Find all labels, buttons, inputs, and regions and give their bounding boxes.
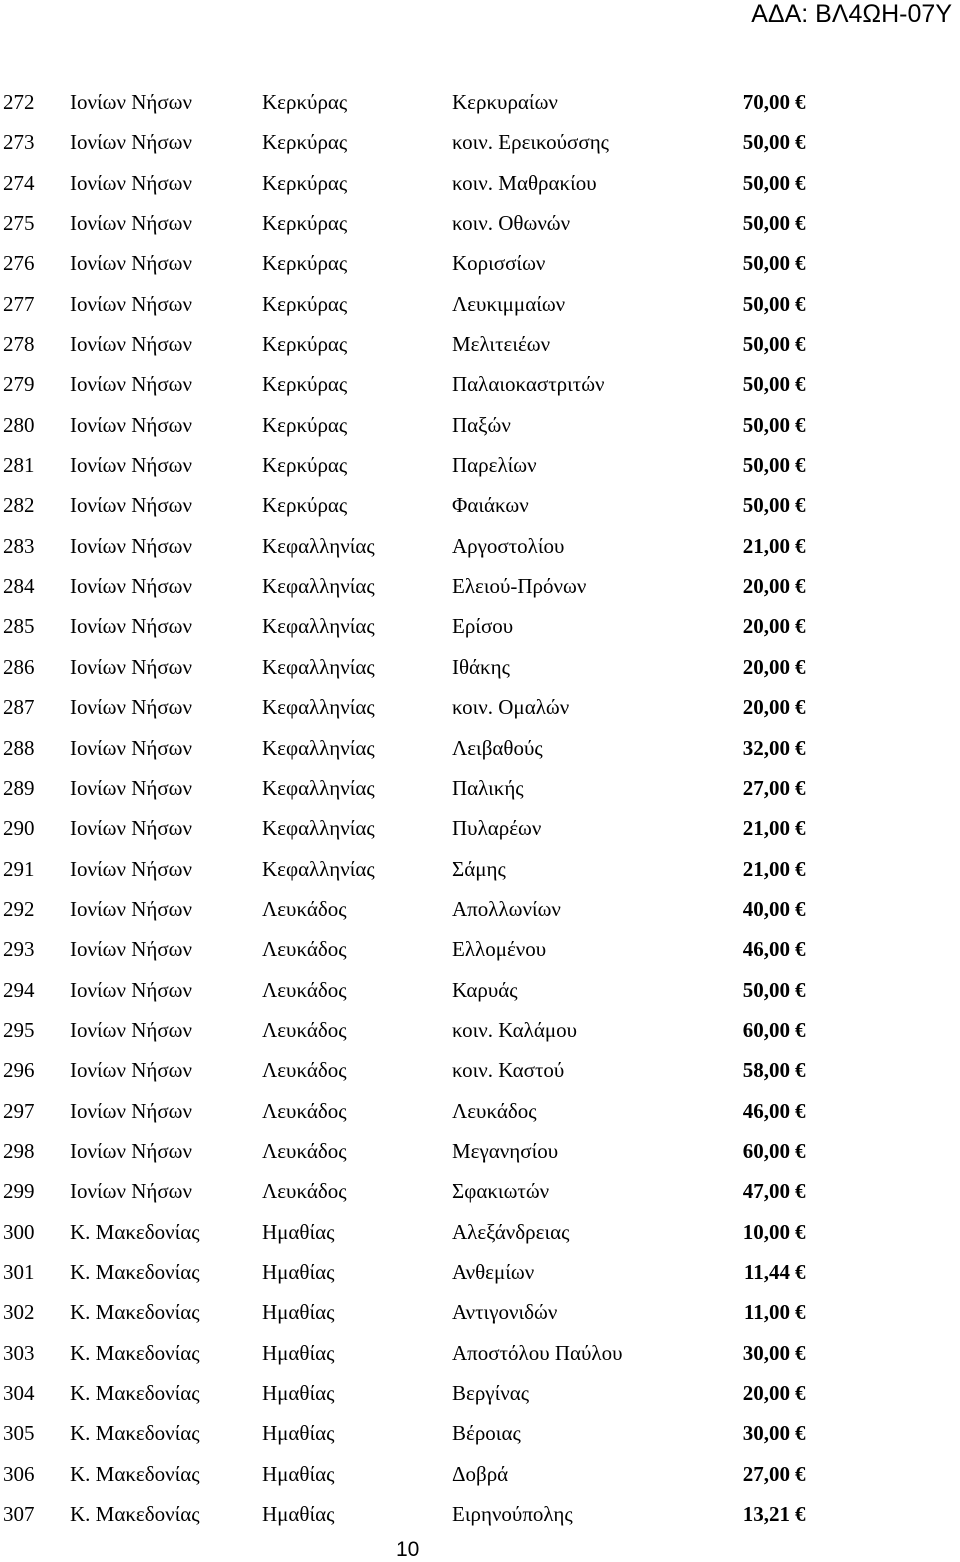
- table-row: [0, 122, 960, 162]
- euro-sign: €: [795, 372, 806, 397]
- row-number: 297: [3, 1098, 35, 1123]
- municipality-cell: κοιν. Καλάμου: [452, 1017, 577, 1042]
- euro-sign: €: [795, 291, 806, 316]
- amount-cell: 50,00: [742, 291, 790, 316]
- table-row: [0, 1131, 960, 1171]
- page-number: 10: [396, 1538, 420, 1561]
- table-row: [0, 889, 960, 929]
- municipality-cell: Αποστόλου Παύλου: [452, 1340, 623, 1365]
- municipality-cell: Ειρηνούπολης: [452, 1502, 573, 1527]
- prefecture-cell: Κερκύρας: [262, 90, 348, 114]
- euro-sign: €: [795, 533, 806, 558]
- region-cell: Ιονίων Νήσων: [70, 1179, 192, 1204]
- euro-sign: €: [795, 1340, 806, 1365]
- municipality-cell: Βεργίνας: [452, 1381, 530, 1405]
- table-row: [0, 1413, 960, 1453]
- table-row: [0, 1373, 960, 1413]
- prefecture-cell: Ημαθίας: [262, 1381, 335, 1405]
- row-number: 282: [3, 493, 35, 518]
- region-cell: Ιονίων Νήσων: [70, 453, 192, 478]
- region-cell: Ιονίων Νήσων: [70, 291, 192, 316]
- region-cell: Ιονίων Νήσων: [70, 614, 192, 639]
- municipality-cell: Λευκιμμαίων: [452, 291, 566, 316]
- ada-code: ΑΔΑ: ΒΛ4ΩΗ-07Υ: [751, 0, 952, 28]
- amount-cell: 20,00: [742, 654, 790, 679]
- municipality-cell: Ελειού-Πρόνων: [452, 574, 587, 599]
- table-row: [0, 82, 960, 122]
- euro-sign: €: [795, 1300, 806, 1325]
- prefecture-cell: Κεφαλληνίας: [262, 695, 375, 720]
- amount-cell: 46,00: [742, 937, 790, 962]
- row-number: 298: [3, 1138, 35, 1163]
- euro-sign: €: [795, 1058, 806, 1083]
- euro-sign: €: [795, 1259, 806, 1284]
- municipality-cell: Λειβαθούς: [452, 735, 543, 760]
- prefecture-cell: Κερκύρας: [262, 412, 348, 437]
- amount-cell: 21,00: [742, 533, 790, 558]
- table-row: [0, 606, 960, 646]
- euro-sign: €: [795, 896, 806, 921]
- row-number: 307: [3, 1502, 35, 1527]
- table-row: [0, 203, 960, 243]
- euro-sign: €: [795, 332, 806, 357]
- region-cell: Κ. Μακεδονίας: [70, 1340, 200, 1365]
- prefecture-cell: Κεφαλληνίας: [262, 574, 375, 599]
- amount-cell: 30,00: [742, 1421, 790, 1446]
- prefecture-cell: Λευκάδος: [262, 1098, 347, 1123]
- prefecture-cell: Ημαθίας: [262, 1461, 335, 1486]
- region-cell: Ιονίων Νήσων: [70, 1058, 192, 1083]
- row-number: 280: [3, 412, 35, 437]
- amount-cell: 58,00: [742, 1058, 790, 1083]
- euro-sign: €: [795, 574, 806, 599]
- row-number: 296: [3, 1058, 35, 1083]
- amount-cell: 50,00: [742, 170, 790, 195]
- row-number: 277: [3, 291, 35, 316]
- row-number: 287: [3, 695, 35, 720]
- euro-sign: €: [795, 1421, 806, 1446]
- prefecture-cell: Ημαθίας: [262, 1340, 335, 1365]
- municipality-cell: Παλικής: [452, 775, 524, 800]
- table-row: [0, 284, 960, 324]
- region-cell: Ιονίων Νήσων: [70, 896, 192, 921]
- municipality-cell: Ανθεμίων: [452, 1259, 535, 1284]
- euro-sign: €: [795, 170, 806, 195]
- municipality-cell: Απολλωνίων: [452, 896, 561, 921]
- amount-cell: 32,00: [742, 735, 790, 760]
- region-cell: Κ. Μακεδονίας: [70, 1461, 200, 1486]
- region-cell: Ιονίων Νήσων: [70, 977, 192, 1002]
- amount-cell: 27,00: [742, 1461, 790, 1486]
- prefecture-cell: Κεφαλληνίας: [262, 735, 375, 760]
- municipality-cell: Παλαιοκαστριτών: [452, 372, 605, 397]
- table-row: [0, 1292, 960, 1332]
- region-cell: Κ. Μακεδονίας: [70, 1421, 200, 1446]
- amount-cell: 50,00: [742, 372, 790, 397]
- municipality-cell: Αντιγονιδών: [452, 1300, 558, 1325]
- municipality-cell: Καρυάς: [452, 977, 518, 1002]
- region-cell: Ιονίων Νήσων: [70, 372, 192, 397]
- municipality-cell: Ελλομένου: [452, 937, 547, 962]
- municipality-cell: Σφακιωτών: [452, 1179, 550, 1204]
- region-cell: Ιονίων Νήσων: [70, 1017, 192, 1042]
- amount-cell: 50,00: [742, 493, 790, 518]
- table-row: [0, 1212, 960, 1252]
- amount-cell: 11,00: [743, 1300, 790, 1325]
- table-row: [0, 445, 960, 485]
- region-cell: Κ. Μακεδονίας: [70, 1219, 200, 1244]
- municipality-cell: Ερίσου: [452, 614, 514, 639]
- euro-sign: €: [795, 412, 806, 437]
- table-row: [0, 324, 960, 364]
- region-cell: Ιονίων Νήσων: [70, 654, 192, 679]
- region-cell: Ιονίων Νήσων: [70, 412, 192, 437]
- row-number: 295: [3, 1017, 35, 1042]
- table-row: [0, 687, 960, 727]
- table-row: [0, 929, 960, 969]
- amount-cell: 50,00: [742, 251, 790, 276]
- region-cell: Κ. Μακεδονίας: [70, 1259, 200, 1284]
- euro-sign: €: [795, 614, 806, 639]
- amount-cell: 50,00: [742, 332, 790, 357]
- region-cell: Ιονίων Νήσων: [70, 332, 192, 357]
- municipality-cell: Κορισσίων: [452, 251, 546, 276]
- municipality-cell: Κερκυραίων: [452, 90, 558, 114]
- table-row: [0, 808, 960, 848]
- row-number: 294: [3, 977, 35, 1002]
- euro-sign: €: [795, 937, 806, 962]
- region-cell: Κ. Μακεδονίας: [70, 1381, 200, 1405]
- row-number: 275: [3, 211, 35, 236]
- row-number: 289: [3, 775, 35, 800]
- euro-sign: €: [795, 856, 806, 881]
- row-number: 306: [3, 1461, 35, 1486]
- amount-cell: 20,00: [742, 695, 790, 720]
- region-cell: Ιονίων Νήσων: [70, 937, 192, 962]
- row-number: 273: [3, 130, 35, 155]
- row-number: 293: [3, 937, 35, 962]
- euro-sign: €: [795, 1179, 806, 1204]
- amount-cell: 70,00: [742, 90, 790, 114]
- prefecture-cell: Λευκάδος: [262, 1017, 347, 1042]
- table-row: [0, 485, 960, 525]
- table-row: [0, 1494, 960, 1534]
- table-row: [0, 163, 960, 203]
- municipality-cell: Ιθάκης: [452, 654, 510, 679]
- table-row: [0, 566, 960, 606]
- prefecture-cell: Λευκάδος: [262, 977, 347, 1002]
- municipality-cell: κοιν. Μαθρακίου: [452, 170, 597, 195]
- amount-cell: 13,21: [742, 1502, 790, 1527]
- table-row: [0, 1171, 960, 1211]
- euro-sign: €: [795, 493, 806, 518]
- municipality-cell: κοιν. Οθωνών: [452, 211, 571, 236]
- euro-sign: €: [795, 1017, 806, 1042]
- prefecture-cell: Κερκύρας: [262, 493, 348, 518]
- municipality-cell: Μελιτειέων: [452, 332, 551, 357]
- prefecture-cell: Ημαθίας: [262, 1259, 335, 1284]
- region-cell: Ιονίων Νήσων: [70, 211, 192, 236]
- table-row: [0, 647, 960, 687]
- amount-cell: 20,00: [742, 1381, 790, 1405]
- prefecture-cell: Κεφαλληνίας: [262, 856, 375, 881]
- amount-cell: 60,00: [742, 1017, 790, 1042]
- region-cell: Κ. Μακεδονίας: [70, 1502, 200, 1527]
- region-cell: Ιονίων Νήσων: [70, 1138, 192, 1163]
- table-row: [0, 243, 960, 283]
- prefecture-cell: Κερκύρας: [262, 453, 348, 478]
- amount-cell: 47,00: [742, 1179, 790, 1204]
- row-number: 274: [3, 170, 35, 195]
- amount-cell: 46,00: [742, 1098, 790, 1123]
- amount-cell: 60,00: [742, 1138, 790, 1163]
- euro-sign: €: [795, 1461, 806, 1486]
- row-number: 278: [3, 332, 35, 357]
- municipality-cell: κοιν. Καστού: [452, 1058, 565, 1083]
- table-row: [0, 768, 960, 808]
- prefecture-cell: Κεφαλληνίας: [262, 775, 375, 800]
- euro-sign: €: [795, 695, 806, 720]
- row-number: 302: [3, 1300, 35, 1325]
- row-number: 272: [3, 90, 35, 114]
- municipality-cell: Αλεξάνδρειας: [452, 1219, 570, 1244]
- prefecture-cell: Λευκάδος: [262, 1138, 347, 1163]
- row-number: 281: [3, 453, 35, 478]
- region-cell: Ιονίων Νήσων: [70, 493, 192, 518]
- row-number: 304: [3, 1381, 35, 1405]
- euro-sign: €: [795, 90, 806, 114]
- row-number: 284: [3, 574, 35, 599]
- amount-cell: 50,00: [742, 412, 790, 437]
- municipality-cell: Φαιάκων: [452, 493, 529, 518]
- table-row: [0, 1010, 960, 1050]
- euro-sign: €: [795, 816, 806, 841]
- euro-sign: €: [795, 1098, 806, 1123]
- prefecture-cell: Κεφαλληνίας: [262, 654, 375, 679]
- municipality-cell: Παξών: [452, 412, 511, 437]
- region-cell: Ιονίων Νήσων: [70, 170, 192, 195]
- table-row: [0, 1454, 960, 1494]
- prefecture-cell: Κερκύρας: [262, 251, 348, 276]
- prefecture-cell: Κερκύρας: [262, 332, 348, 357]
- region-cell: Ιονίων Νήσων: [70, 90, 192, 114]
- region-cell: Ιονίων Νήσων: [70, 533, 192, 558]
- table-row: [0, 1252, 960, 1292]
- region-cell: Ιονίων Νήσων: [70, 130, 192, 155]
- row-number: 279: [3, 372, 35, 397]
- municipality-cell: Βέροιας: [452, 1421, 521, 1446]
- municipality-cell: Πυλαρέων: [452, 816, 542, 841]
- row-number: 299: [3, 1179, 35, 1204]
- table-row: [0, 728, 960, 768]
- euro-sign: €: [795, 130, 806, 155]
- amount-cell: 21,00: [742, 816, 790, 841]
- row-number: 300: [3, 1219, 35, 1244]
- prefecture-cell: Κερκύρας: [262, 211, 348, 236]
- row-number: 305: [3, 1421, 35, 1446]
- row-number: 301: [3, 1259, 35, 1284]
- amount-cell: 20,00: [742, 574, 790, 599]
- amount-cell: 10,00: [742, 1219, 790, 1244]
- row-number: 290: [3, 816, 35, 841]
- row-number: 291: [3, 856, 35, 881]
- prefecture-cell: Κεφαλληνίας: [262, 816, 375, 841]
- amount-cell: 11,44: [743, 1259, 790, 1284]
- table-row: [0, 849, 960, 889]
- euro-sign: €: [795, 735, 806, 760]
- euro-sign: €: [795, 251, 806, 276]
- row-number: 285: [3, 614, 35, 639]
- amount-cell: 50,00: [742, 977, 790, 1002]
- euro-sign: €: [795, 977, 806, 1002]
- table-row: [0, 970, 960, 1010]
- region-cell: Ιονίων Νήσων: [70, 251, 192, 276]
- allocation-table: [0, 82, 960, 1534]
- prefecture-cell: Κερκύρας: [262, 372, 348, 397]
- prefecture-cell: Ημαθίας: [262, 1300, 335, 1325]
- prefecture-cell: Κεφαλληνίας: [262, 533, 375, 558]
- amount-cell: 50,00: [742, 130, 790, 155]
- prefecture-cell: Λευκάδος: [262, 1179, 347, 1204]
- amount-cell: 50,00: [742, 211, 790, 236]
- prefecture-cell: Λευκάδος: [262, 896, 347, 921]
- region-cell: Ιονίων Νήσων: [70, 816, 192, 841]
- prefecture-cell: Λευκάδος: [262, 937, 347, 962]
- row-number: 276: [3, 251, 35, 276]
- prefecture-cell: Κεφαλληνίας: [262, 614, 375, 639]
- prefecture-cell: Κερκύρας: [262, 130, 348, 155]
- municipality-cell: Μεγανησίου: [452, 1138, 559, 1163]
- prefecture-cell: Ημαθίας: [262, 1502, 335, 1527]
- municipality-cell: Λευκάδος: [452, 1098, 537, 1123]
- amount-cell: 21,00: [742, 856, 790, 881]
- region-cell: Ιονίων Νήσων: [70, 735, 192, 760]
- euro-sign: €: [795, 1219, 806, 1244]
- table-row: [0, 1091, 960, 1131]
- table-row: [0, 526, 960, 566]
- municipality-cell: Παρελίων: [452, 453, 537, 478]
- row-number: 283: [3, 533, 35, 558]
- municipality-cell: Σάμης: [452, 856, 506, 881]
- region-cell: Κ. Μακεδονίας: [70, 1300, 200, 1325]
- euro-sign: €: [795, 654, 806, 679]
- euro-sign: €: [795, 211, 806, 236]
- row-number: 288: [3, 735, 35, 760]
- table-row: [0, 405, 960, 445]
- table-row: [0, 1050, 960, 1090]
- row-number: 292: [3, 896, 35, 921]
- amount-cell: 40,00: [742, 896, 790, 921]
- municipality-cell: κοιν. Ομαλών: [452, 695, 570, 720]
- prefecture-cell: Ημαθίας: [262, 1421, 335, 1446]
- row-number: 286: [3, 654, 35, 679]
- municipality-cell: Αργοστολίου: [452, 533, 565, 558]
- region-cell: Ιονίων Νήσων: [70, 775, 192, 800]
- region-cell: Ιονίων Νήσων: [70, 695, 192, 720]
- region-cell: Ιονίων Νήσων: [70, 1098, 192, 1123]
- prefecture-cell: Λευκάδος: [262, 1058, 347, 1083]
- prefecture-cell: Κερκύρας: [262, 170, 348, 195]
- amount-cell: 50,00: [742, 453, 790, 478]
- euro-sign: €: [795, 1381, 806, 1405]
- table-row: [0, 1333, 960, 1373]
- euro-sign: €: [795, 1502, 806, 1527]
- region-cell: Ιονίων Νήσων: [70, 856, 192, 881]
- municipality-cell: Δοβρά: [452, 1461, 509, 1486]
- prefecture-cell: Ημαθίας: [262, 1219, 335, 1244]
- euro-sign: €: [795, 775, 806, 800]
- region-cell: Ιονίων Νήσων: [70, 574, 192, 599]
- municipality-cell: κοιν. Ερεικούσσης: [452, 130, 609, 155]
- prefecture-cell: Κερκύρας: [262, 291, 348, 316]
- table-row: [0, 364, 960, 404]
- amount-cell: 27,00: [742, 775, 790, 800]
- euro-sign: €: [795, 1138, 806, 1163]
- euro-sign: €: [795, 453, 806, 478]
- amount-cell: 30,00: [742, 1340, 790, 1365]
- amount-cell: 20,00: [742, 614, 790, 639]
- row-number: 303: [3, 1340, 35, 1365]
